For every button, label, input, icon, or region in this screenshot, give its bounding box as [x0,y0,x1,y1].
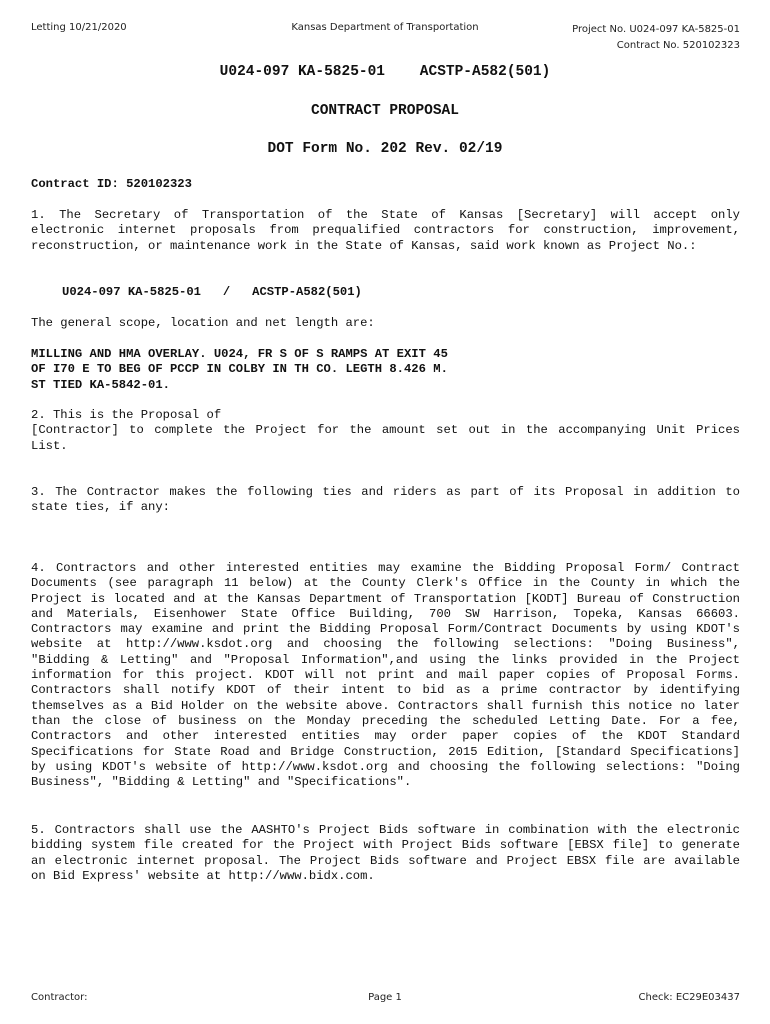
header-project-info [572,22,740,54]
agency-name: Kansas Department of Transportation [291,22,479,33]
form-title: DOT Form No. 202 Rev. 02/19 [267,141,503,157]
contract-id: Contract ID: 520102323 [31,177,192,191]
footer-contractor-label: Contractor: [31,992,88,1003]
paragraph-4: 4. Contractors and other interested entities may examine the Bidding Proposal Form/ Contract Documents (see paragraph 11 below) at the County Clerk's Office in the County in which the Project is located and at the Kansas Department of Transportation [KODT] Bureau of Construction and Materials, Eisenhower State Office Building, 700 SW Harrison, Topeka, Kansas 66603. Contractors may examine and print the Bidding Proposal Form/Contract Documents by using KDOT's website at http://www.ksdot.org and choosing the following selections: "Doing Business", "Bidding & Letting" and "Proposal Information",and using the links provided in the Project information for this project. KDOT will not print and mail paper copies of Proposal Forms. Contractors shall notify KDOT of their intent to bid as a prime contractor by identifying themselves as a Bid Holder on the website above. Contractors shall furnish this notice no later than the close of business on the Monday preceding the scheduled Letting Date. For a fee, Contractors and other interested entities may order paper copies of the KDOT Standard Specifications for State Road and Bridge Construction, 2015 Edition, [Standard Specifications] by using KDOT's website of http://www.ksdot.org and choosing the following selections: "Doing Business", "Bidding & Letting" and "Specifications". [31,561,740,790]
letting-date: Letting 10/21/2020 [31,22,127,33]
proposal-title: CONTRACT PROPOSAL [311,103,459,119]
footer-check-code: Check: EC29E03437 [638,992,740,1003]
paragraph-2-rest: [Contractor] to complete the Project for the amount set out in the accompanying Unit Prices List. [31,423,740,453]
project-number-line: U024-097 KA-5825-01 / ACSTP-A582(501) [62,285,362,299]
project-title: U024-097 KA-5825-01 ACSTP-A582(501) [219,64,551,80]
header-contract-number: Contract No. 520102323 [616,40,740,51]
scope-intro: The general scope, location and net length are: [31,316,375,330]
scope-description: MILLING AND HMA OVERLAY. U024, FR S OF S RAMPS AT EXIT 45 OF I70 E TO BEG OF PCCP IN COLBY IN TH CO. LEGTH 8.426 M. ST TIED KA-5842-01. [31,347,448,392]
paragraph-1: 1. The Secretary of Transportation of the State of Kansas [Secretary] will accept only electronic internet proposals from prequalified contractors for construction, improvement, reconstruction, or maintenance work in the State of Kansas, said work known as Project No.: [31,208,740,253]
footer-page-number: Page 1 [368,992,402,1003]
paragraph-3: 3. The Contractor makes the following ties and riders as part of its Proposal in addition to state ties, if any: [31,485,740,515]
header-project-number: Project No. U024-097 KA-5825-01 [572,24,740,35]
paragraph-2 [31,408,740,454]
paragraph-5: 5. Contractors shall use the AASHTO's Project Bids software in combination with the electronic bidding system file created for the Project with Project Bids software [EBSX file] to generate an electronic internet proposal. The Project Bids software and Project EBSX file are available on Bid Express' website at http://www.bidx.com. [31,823,740,883]
paragraph-2-line-1: 2. This is the Proposal of [31,408,222,422]
